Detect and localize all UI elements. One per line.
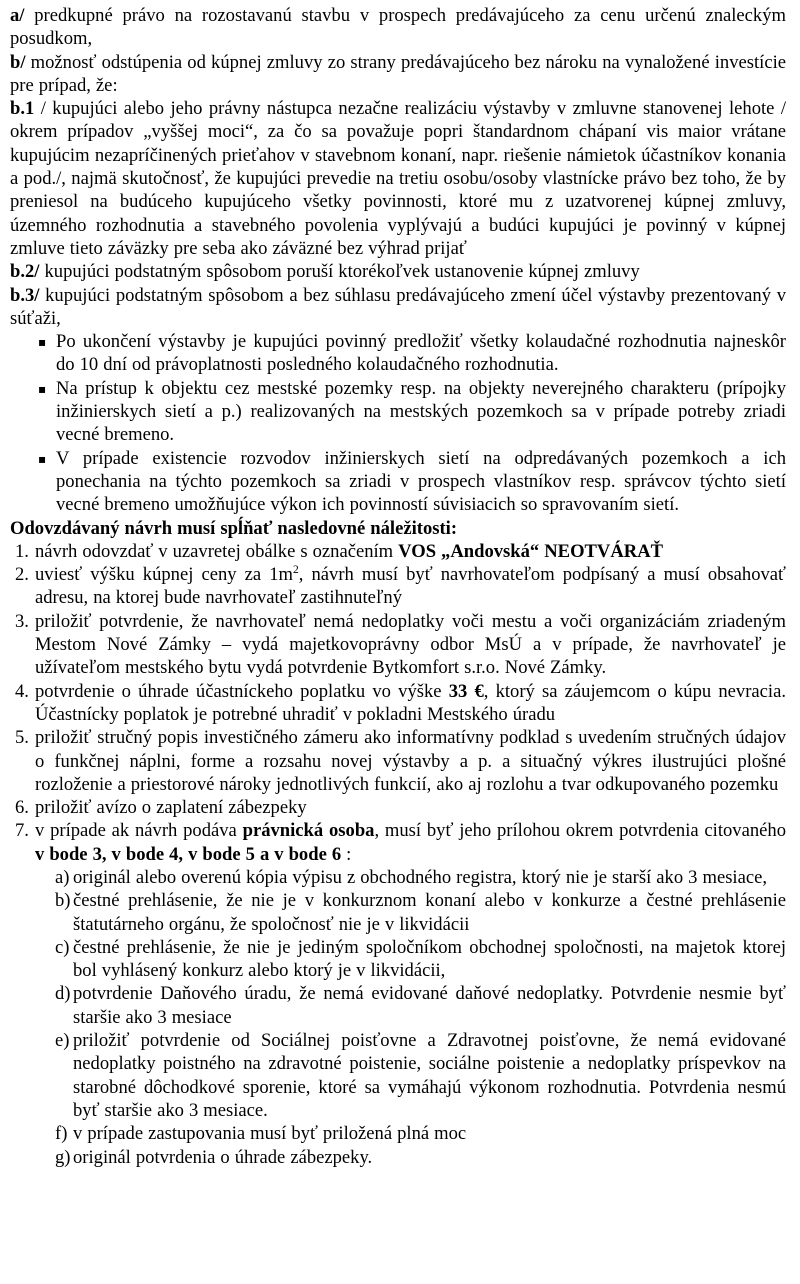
bold-text-run: b.2/ xyxy=(10,261,40,283)
bullet-square-icon: ▪ xyxy=(38,381,47,396)
bullet-item-2 xyxy=(10,377,786,447)
list-marker: 2. xyxy=(15,564,29,586)
list-marker: 4. xyxy=(15,680,29,702)
text-run: uviesť výšku kúpnej ceny za 1m xyxy=(35,564,293,586)
text-run: návrh odovzdať v uzavretej obálke s označením xyxy=(35,540,399,562)
numbered-item-6 xyxy=(10,796,786,819)
numbered-item-2 xyxy=(10,563,786,610)
para-a xyxy=(10,4,786,51)
document-body xyxy=(10,4,786,1169)
numbered-item-4 xyxy=(10,680,786,727)
text-run: v prípade ak návrh podáva xyxy=(35,820,243,842)
text-run: v prípade zastupovania musí byť priložená plná moc xyxy=(73,1123,467,1145)
bold-text-run: VOS „Andovská“ NEOTVÁRAŤ xyxy=(398,540,664,562)
bullet-item-1 xyxy=(10,330,786,377)
text-run: kupujúci podstatným spôsobom a bez súhlasu predávajúceho zmení účel výstavby prezentovaný v súťaži, xyxy=(10,284,786,329)
para-b3 xyxy=(10,284,786,331)
bold-text-run: b.1 xyxy=(10,98,35,120)
bullet-square-icon: ▪ xyxy=(38,451,47,466)
text-run: , ktorý sa záujemcom o kúpu nevracia. Účastnícky poplatok je potrebné uhradiť v pokladni Mestského úradu xyxy=(35,680,786,725)
bullet-item-3 xyxy=(10,447,786,517)
superscript-run: 2 xyxy=(292,563,299,576)
text-run: , návrh musí byť navrhovateľom podpísaný a musí obsahovať adresu, na ktorej bude navrhovateľ zastihnuteľný xyxy=(35,564,786,609)
list-marker: b) xyxy=(55,890,71,912)
numbered-item-3 xyxy=(10,610,786,680)
list-marker: f) xyxy=(55,1123,68,1145)
list-marker: 1. xyxy=(15,540,29,562)
lettered-item-g xyxy=(10,1146,786,1169)
list-marker: e) xyxy=(55,1030,70,1052)
text-run: / kupujúci alebo jeho právny nástupca nezačne realizáciu výstavby v zmluvne stanovenej lehote / okrem prípadov „vyššej moci“, za čo sa považuje popri štandardnom chápaní vis maior vrátane kupujúcim nezapríčinených prieťahov v stavebnom konaní, napr. riešenie námietok účastníkov konania a pod./, najmä skutočnosť, že kupujúci prevedie na tretiu osobu/osoby vlastnícke právo bez toho, že by preniesol na budúceho kupujúceho všetky povinnosti, ktoré mu z uzatvorenej kúpnej zmluvy, územného rozhodnutia a stavebného povolenia vyplývajú a budúci kupujúci je povinný v kúpnej zmluve tieto záväzky pre seba ako záväzné bez výhrad prijať xyxy=(10,98,786,259)
para-b1 xyxy=(10,97,786,260)
text-run: originál potvrdenia o úhrade zábezpeky. xyxy=(73,1146,373,1168)
text-run: možnosť odstúpenia od kúpnej zmluvy zo strany predávajúceho bez nároku na vynaložené investície pre prípad, že: xyxy=(10,51,786,96)
bold-text-run: 33 € xyxy=(448,680,484,702)
bold-text-run: b/ xyxy=(10,51,26,73)
text-run: čestné prehlásenie, že nie je v konkurznom konaní alebo v konkurze a čestné prehlásenie štatutárneho orgánu, že spoločnosť nie je v likvidácii xyxy=(73,890,786,935)
text-run: kupujúci podstatným spôsobom poruší ktorékoľvek ustanovenie kúpnej zmluvy xyxy=(39,261,640,283)
list-marker: c) xyxy=(55,936,70,958)
numbered-item-5 xyxy=(10,726,786,796)
list-marker: a) xyxy=(55,866,70,888)
list-marker: d) xyxy=(55,983,71,1005)
bold-text-run: a/ xyxy=(10,5,25,26)
list-marker: 6. xyxy=(15,797,29,819)
text-run: V prípade existencie rozvodov inžinierskych sietí na odpredávaných pozemkoch a ich ponechania na týchto pozemkoch sa zriadi v prospech vlastníkov resp. správcov týchto sietí vecné bremeno umožňujúce výkon ich povinností súvisiacich so spravovaním sietí. xyxy=(56,447,786,516)
bold-text-run: právnická osoba xyxy=(242,820,375,842)
text-run: priložiť potvrdenie od Sociálnej poisťovne a Zdravotnej poisťovne, že nemá evidované nedoplatky poistného na zdravotné poistenie, sociálne poistenie a nedoplatky príspevkov na starobné dôchodkové sporenie, ktoré sa vymáhajú výkonom rozhodnutia. Potvrdenia nesmú byť staršie ako 3 mesiace. xyxy=(73,1030,786,1121)
lettered-item-e xyxy=(10,1029,786,1122)
lettered-item-a xyxy=(10,866,786,889)
text-run: , musí byť jeho prílohou okrem potvrdenia citovaného xyxy=(374,820,786,842)
list-marker: 3. xyxy=(15,610,29,632)
text-run: predkupné právo na rozostavanú stavbu v prospech predávajúceho za cenu určenú znaleckým posudkom, xyxy=(10,5,786,50)
text-run: Po ukončení výstavby je kupujúci povinný predložiť všetky kolaudačné rozhodnutia najneskôr do 10 dní od právoplatnosti posledného kolaudačného rozhodnutia. xyxy=(56,331,786,376)
numbered-item-1 xyxy=(10,540,786,563)
bold-text-run: v bode 3, v bode 4, v bode 5 a v bode 6 xyxy=(35,843,342,865)
text-run: priložiť stručný popis investičného zámeru ako informatívny podklad s uvedením stručných údajov o funkčnej náplni, forme a rozsahu novej výstavby a p. a situačný výkres ilustrujúci plošné rozloženie a priestorové nároky jednotlivých funkcií, ako aj rozlohu a tvar odkupovaného pozemku xyxy=(35,727,786,795)
list-marker: 7. xyxy=(15,820,29,842)
list-marker: g) xyxy=(55,1146,71,1168)
bullet-square-icon: ▪ xyxy=(38,335,47,350)
text-run: : xyxy=(341,843,352,865)
text-run: Na prístup k objektu cez mestské pozemky resp. na objekty neverejného charakteru (prípojky inžinierskych sietí a p.) realizovaných na mestských pozemkoch sa v prípade potreby zriadi vecné bremeno. xyxy=(56,377,786,446)
lettered-item-f xyxy=(10,1122,786,1145)
list-marker: 5. xyxy=(15,727,29,749)
text-run: originál alebo overenú kópia výpisu z obchodného registra, ktorý nie je starší ako 3 mesiace, xyxy=(73,866,768,888)
para-b2 xyxy=(10,260,786,283)
lettered-item-d xyxy=(10,982,786,1029)
bold-text-run: Odovzdávaný návrh musí spĺňať nasledovné náležitosti: xyxy=(10,517,458,539)
lettered-item-b xyxy=(10,889,786,936)
section-heading xyxy=(10,517,786,540)
text-run: potvrdenie o úhrade účastníckeho poplatku vo výške xyxy=(35,680,449,702)
bold-text-run: b.3/ xyxy=(10,284,40,306)
numbered-item-7 xyxy=(10,819,786,866)
text-run: čestné prehlásenie, že nie je jediným spoločníkom obchodnej spoločnosti, na majetok ktorej bol vyhlásený konkurz alebo ktorý je v likvidácii, xyxy=(73,936,786,982)
text-run: potvrdenie Daňového úradu, že nemá evidované daňové nedoplatky. Potvrdenie nesmie byť staršie ako 3 mesiace xyxy=(73,983,786,1028)
para-b xyxy=(10,51,786,98)
text-run: priložiť avízo o zaplatení zábezpeky xyxy=(35,797,307,819)
lettered-item-c xyxy=(10,936,786,983)
text-run: priložiť potvrdenie, že navrhovateľ nemá nedoplatky voči mestu a voči organizáciám zriadeným Mestom Nové Zámky – vydá majetkovoprávny odbor MsÚ a v prípade, že navrhovateľ je užívateľom mestského bytu vydá potvrdenie Bytkomfort s.r.o. Nové Zámky. xyxy=(35,610,786,679)
